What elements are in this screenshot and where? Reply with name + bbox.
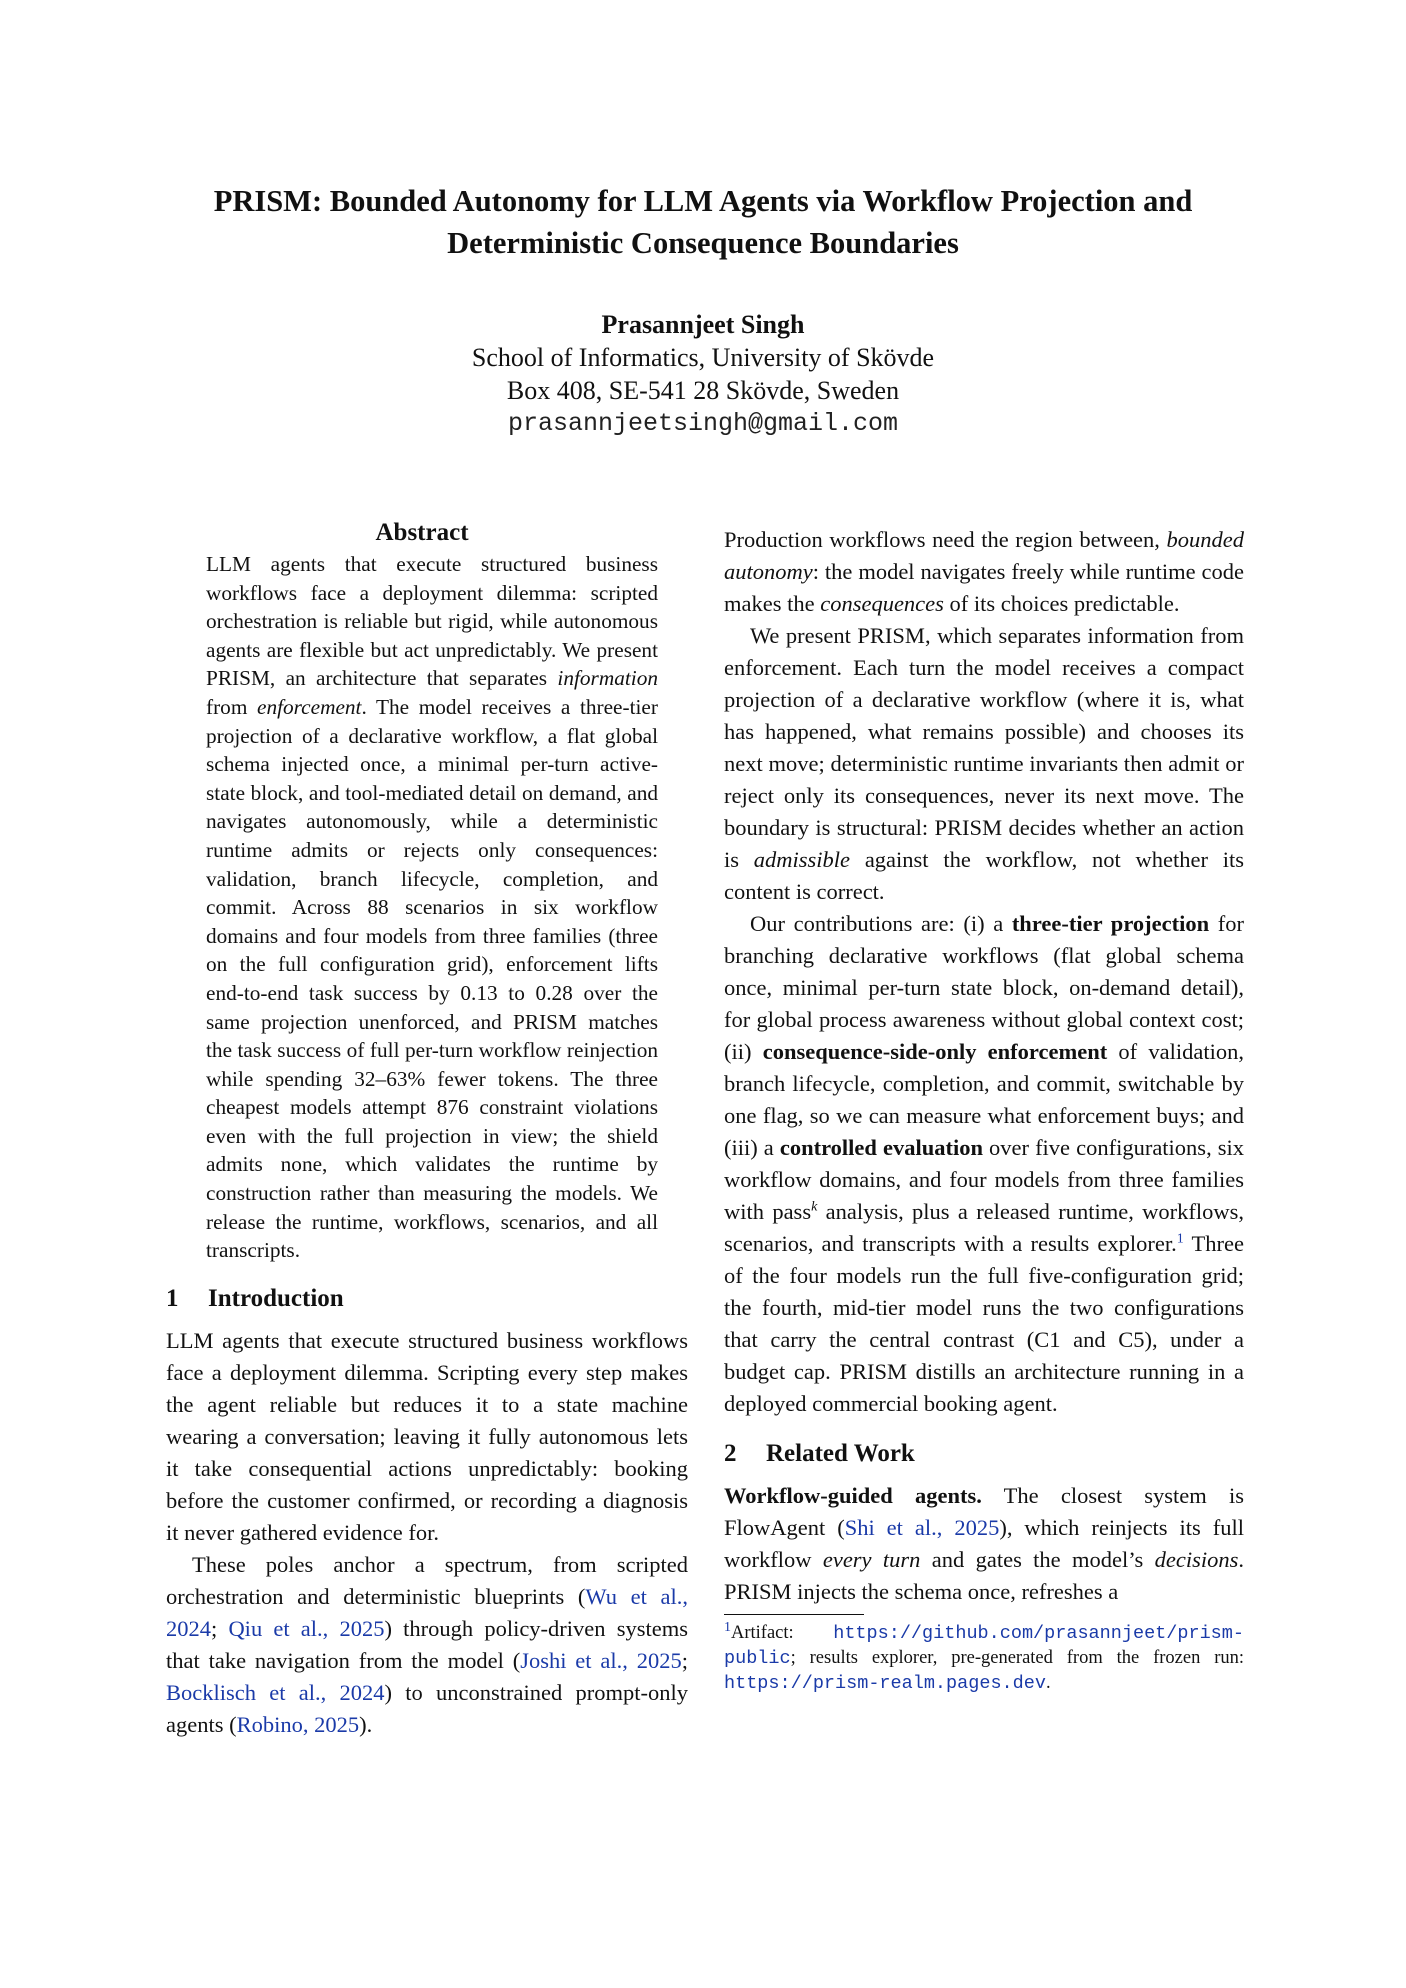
citation-link[interactable]: Joshi et al., 2025 — [520, 1647, 682, 1673]
abstract-text — [206, 550, 658, 1265]
text: against the workflow, not whether its content is correct. — [724, 847, 1244, 904]
text: . — [1045, 1673, 1051, 1693]
abstract-text-2: from — [206, 694, 257, 719]
footnote-rule — [724, 1614, 864, 1615]
left-column — [166, 516, 688, 1741]
intro-text: ). — [359, 1711, 373, 1737]
abstract-text-3: . The model receives a three-tier projection of a declarative workflow, a flat global schema injected once, a minimal per-turn active-state block, and tool-mediated detail on demand, and navigates autonomously, while a deterministic runtime admits or rejects only consequences: validation, branch lifecycle, completion, and commit. Across 88 scenarios in six workflow domains and four models from three families (three on the full configuration grid), enforcement lifts end-to-end task success by 0.13 to 0.28 over the same projection unenforced, and PRISM matches the task success of full per-turn workflow reinjection while spending 32–63% fewer tokens. The three cheapest models attempt 876 constraint violations even with the full projection in view; the shield admits none, which validates the runtime by construction rather than measuring the models. We release the runtime, workflows, scenarios, and all transcripts. — [206, 694, 658, 1263]
citation-link[interactable]: Robino, 2025 — [236, 1711, 360, 1737]
right-column — [724, 524, 1244, 1696]
footnote — [724, 1621, 1244, 1696]
em-decisions: decisions — [1154, 1547, 1239, 1572]
explorer-url-link[interactable]: https://prism-realm.pages.dev — [724, 1673, 1046, 1694]
intro-text: ) to unconstrained prompt-only agents ( — [166, 1679, 688, 1737]
em-admissible: admissible — [753, 847, 851, 872]
citation-link[interactable]: Wu et al., 2024 — [166, 1583, 688, 1641]
text: Three of the four models run the full five-configuration grid; the fourth, mid-tier model runs the two configurations that carry the central contrast (C1 and C5), under a budget cap. PRISM distills an architecture running in a deployed commercial booking agent. — [724, 1231, 1244, 1416]
superscript-k: k — [811, 1199, 818, 1215]
text: Our contributions are: (i) a — [750, 911, 1012, 936]
text: over five configurations, six workflow domains, and four models from three families with pass — [724, 1135, 1245, 1224]
right-paragraph-2 — [724, 620, 1244, 908]
em-bounded-autonomy: bounded autonomy — [724, 527, 1244, 584]
citation-link[interactable]: Bocklisch et al., 2024 — [166, 1679, 385, 1705]
bold-consequence-enforcement: consequence-side-only enforcement — [762, 1039, 1108, 1064]
abstract-em-information: information — [557, 666, 658, 691]
intro-text: ; — [681, 1647, 688, 1673]
section-heading-introduction — [166, 1279, 688, 1319]
text: ), which reinjects its full workflow — [724, 1515, 1244, 1572]
abstract-body — [206, 550, 658, 1265]
abstract-em-enforcement: enforcement — [257, 694, 362, 719]
footnote-marker[interactable]: 1 — [1176, 1231, 1184, 1247]
text: of validation, branch lifecycle, completion, and commit, switchable by one flag, so we can measure what enforcement buys; and (iii) a — [724, 1039, 1244, 1160]
author-affiliation: School of Informatics, University of Skövde — [471, 343, 935, 372]
text: analysis, plus a released runtime, workflows, scenarios, and transcripts with a results explorer. — [724, 1199, 1245, 1256]
text: Artifact: — [731, 1623, 834, 1643]
abstract-heading: Abstract — [375, 519, 469, 546]
intro-text: ) through policy-driven systems that take navigation from the model ( — [166, 1615, 688, 1673]
text: for branching declarative workflows (flat global schema once, minimal per-turn state block, on-demand detail), for global process awareness without global context cost; (ii) — [724, 911, 1244, 1064]
intro-paragraph-2 — [166, 1549, 688, 1741]
contributions-paragraph — [724, 908, 1244, 1420]
text: We present PRISM, which separates information from enforcement. Each turn the model receives a compact projection of a declarative workflow (where it is, what has happened, what remains possible) and chooses its next move; deterministic runtime invariants then admit or reject only its consequences, never its next move. The boundary is structural: PRISM decides whether an action is — [724, 623, 1244, 872]
section-number: 2 — [724, 1440, 737, 1467]
bold-three-tier-projection: three-tier projection — [1011, 911, 1210, 936]
author-address: Box 408, SE-541 28 Skövde, Sweden — [506, 376, 900, 405]
title-line-1: PRISM: Bounded Autonomy for LLM Agents via Workflow Projection and — [213, 184, 1193, 218]
intro-paragraph-1: LLM agents that execute structured business workflows face a deployment dilemma. Scripting every step makes the agent reliable but reduces it to a state machine wearing a conversation; leaving it fully autonomous lets it take consequential actions unpredictably: booking before the customer confirmed, or recording a diagnosis it never gathered evidence for. — [166, 1327, 688, 1545]
related-paragraph — [724, 1480, 1244, 1608]
text: : the model navigates freely while runtime code makes the — [724, 559, 1244, 616]
author-email[interactable]: prasannjeetsingh@gmail.com — [507, 409, 899, 438]
intro-text: These poles anchor a spectrum, from scripted orchestration and deterministic blueprints ( — [166, 1551, 688, 1609]
right-paragraph-1 — [724, 524, 1244, 620]
section-title: Introduction — [208, 1284, 344, 1312]
em-every-turn: every turn — [822, 1547, 921, 1572]
bold-controlled-evaluation: controlled evaluation — [779, 1135, 983, 1160]
text: Production workflows need the region between, — [724, 527, 1167, 552]
title-line-2: Deterministic Consequence Boundaries — [447, 226, 959, 260]
section-title: Related Work — [766, 1440, 915, 1467]
author-name: Prasannjeet Singh — [601, 310, 805, 339]
section-heading-related-work — [724, 1434, 1244, 1474]
abstract-text-1: LLM agents that execute structured business workflows face a deployment dilemma: scripted orchestration is reliable but rigid, while autonomous agents are flexible but act unpredictably. We present PRISM, an architecture that separates — [206, 552, 658, 691]
footnote-mark: 1 — [724, 1619, 731, 1635]
author-block — [130, 308, 1276, 440]
run-in-heading: Workflow-guided agents. — [724, 1483, 982, 1508]
artifact-url-link[interactable]: https://github.com/prasannjeet/prism-public — [724, 1623, 1244, 1669]
intro-text: ; — [211, 1615, 229, 1641]
paper-title — [130, 180, 1276, 264]
text: The closest system is FlowAgent ( — [724, 1483, 1244, 1540]
citation-link[interactable]: Qiu et al., 2025 — [228, 1615, 385, 1641]
section-number: 1 — [166, 1284, 179, 1312]
text: and gates the model’s — [920, 1547, 1155, 1572]
em-consequences: consequences — [820, 591, 944, 616]
text: . PRISM injects the schema once, refreshes a — [724, 1547, 1244, 1604]
text: of its choices predictable. — [943, 591, 1180, 616]
citation-link[interactable]: Shi et al., 2025 — [844, 1515, 1000, 1540]
text: ; results explorer, pre-generated from the frozen run: — [790, 1648, 1244, 1668]
